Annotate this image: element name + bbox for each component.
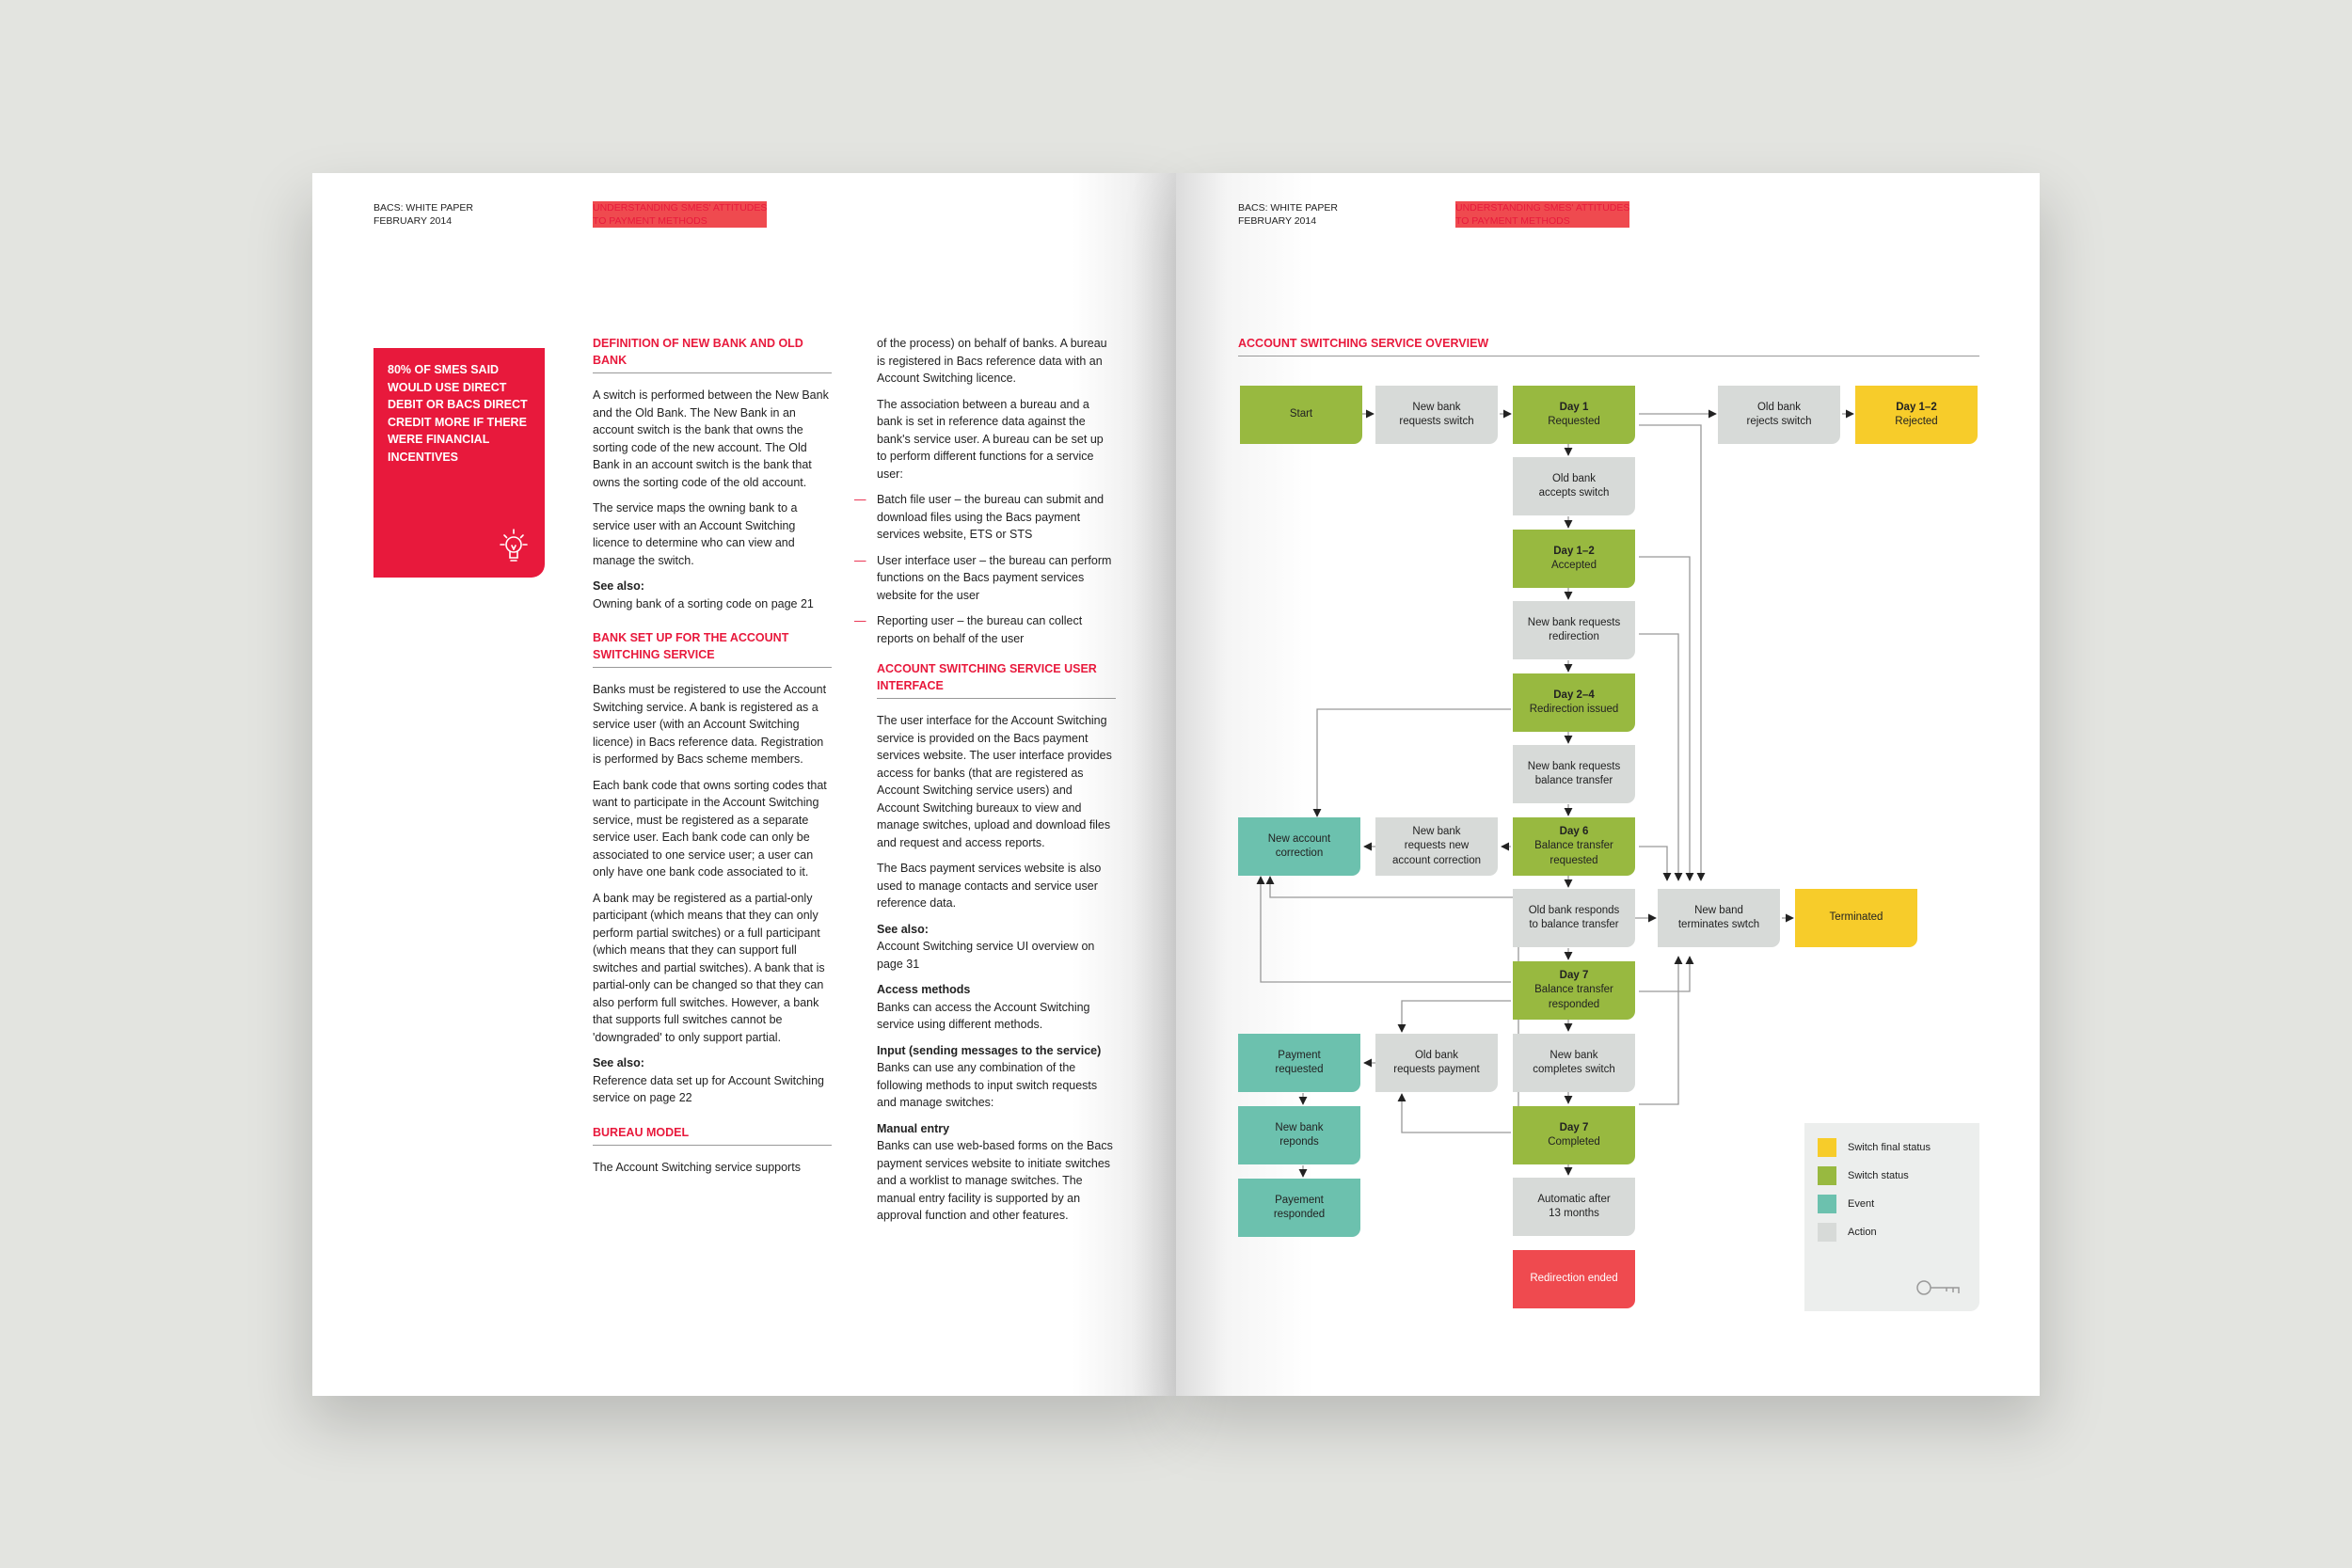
node-payment-requested: Payment requested: [1238, 1034, 1360, 1092]
text-column-1: [593, 335, 832, 1184]
paragraph: The Bacs payment services website is also used to manage contacts and service user reference data.: [877, 862, 1102, 910]
paragraph: A switch is performed between the New Bank and the Old Bank. The New Bank in an account switch is the bank that owns the sorting code of the new account. The Old Bank in an account switch is the bank that owns the sorting code of the old account.: [593, 388, 829, 489]
subheading-input: Input (sending messages to the service): [877, 1043, 1102, 1057]
node-payment-responded: Payement responded: [1238, 1179, 1360, 1237]
node-new-bank-requests-correction: New bank requests new account correction: [1375, 817, 1498, 876]
section-title-line1: UNDERSTANDING SMES' ATTITUDES: [593, 202, 768, 214]
connector-day1-term: [1639, 425, 1701, 880]
legend-item: Action: [1818, 1223, 1877, 1242]
list-item: — User interface user – the bureau can perform functions on the Bacs payment services website for the user: [877, 552, 1116, 605]
node-new-bank-requests-redirection: New bank requests redirection: [1513, 601, 1635, 659]
paragraph: Banks can use web-based forms on the Bacs payment services website to initiate switches and a worklist to manage switches. The manual entry facility is supported by an approval function and other features.: [877, 1139, 1113, 1222]
connector-day24-term: [1639, 634, 1678, 880]
heading-bureau-model: BUREAU MODEL: [593, 1124, 832, 1146]
lightbulb-icon: [496, 527, 532, 566]
callout-text: 80% OF SMES SAID WOULD USE DIRECT DEBIT OR BACS DIRECT CREDIT MORE IF THERE WERE FINANCIAL INCENTIVES: [388, 363, 528, 464]
see-also-label: See also:: [593, 579, 644, 593]
node-new-bank-requests-switch: New bank requests switch: [1375, 386, 1498, 444]
node-new-bank-terminates-switch: New band terminates swtch: [1658, 889, 1780, 947]
legend-swatch: [1818, 1223, 1836, 1242]
callout-box: [373, 348, 545, 578]
see-also-reference: Account Switching service UI overview on page 31: [877, 940, 1095, 971]
connector-day12-term: [1639, 557, 1690, 880]
diagram-legend: [1804, 1123, 1979, 1311]
connector-day7b-to-obpay: [1402, 1094, 1511, 1132]
heading-new-old-bank: DEFINITION OF NEW BANK AND OLD BANK: [593, 335, 832, 373]
node-day1-requested: Day 1 Requested: [1513, 386, 1635, 444]
subheading-manual-entry: Manual entry: [877, 1121, 950, 1135]
node-automatic-after-13-months: Automatic after 13 months: [1513, 1178, 1635, 1236]
paragraph: Banks can access the Account Switching service using different methods.: [877, 1000, 1090, 1031]
paragraph: The Account Switching service supports: [593, 1160, 801, 1174]
publication-title: BACS: WHITE PAPER: [1238, 202, 1338, 214]
legend-swatch: [1818, 1138, 1836, 1157]
section-title-line1: UNDERSTANDING SMES' ATTITUDES: [1455, 202, 1630, 214]
publication-date: FEBRUARY 2014: [373, 215, 453, 227]
legend-swatch: [1818, 1166, 1836, 1185]
node-day12-accepted: Day 1–2 Accepted: [1513, 530, 1635, 588]
node-new-bank-requests-balance-transfer: New bank requests balance transfer: [1513, 745, 1635, 803]
node-day24-redirection-issued: Day 2–4 Redirection issued: [1513, 673, 1635, 732]
subheading-access-methods: Access methods: [877, 983, 971, 996]
list-item: — Batch file user – the bureau can submit and download files using the Bacs payment services website, ETS or STS: [877, 491, 1116, 544]
node-day7-completed: Day 7 Completed: [1513, 1106, 1635, 1164]
node-day6-balance-transfer-requested: Day 6 Balance transfer requested: [1513, 817, 1635, 876]
key-icon: [1915, 1277, 1963, 1298]
legend-item: Switch status: [1818, 1166, 1909, 1185]
publication-date: FEBRUARY 2014: [1238, 215, 1317, 227]
running-header-left: [373, 201, 473, 228]
connector-day24-to-corr: [1317, 709, 1511, 816]
node-terminated: Terminated: [1795, 889, 1917, 947]
node-redirection-ended: Redirection ended: [1513, 1250, 1635, 1308]
paragraph: of the process) on behalf of banks. A bureau is registered in Bacs reference data with an Account Switching licence.: [877, 337, 1107, 385]
paragraph: The service maps the owning bank to a service user with an Account Switching licence to determine who can view and manage the switch.: [593, 501, 798, 567]
publication-title: BACS: WHITE PAPER: [373, 202, 473, 214]
heading-user-interface: ACCOUNT SWITCHING SERVICE USER INTERFACE: [877, 660, 1116, 699]
connector-day6-term: [1639, 847, 1667, 880]
connector-day7a-to-obpay: [1402, 1001, 1511, 1032]
legend-item: Switch final status: [1818, 1138, 1931, 1157]
node-new-account-correction: New account correction: [1238, 817, 1360, 876]
node-day12-rejected: Day 1–2 Rejected: [1855, 386, 1978, 444]
node-new-bank-completes-switch: New bank completes switch: [1513, 1034, 1635, 1092]
node-start: Start: [1240, 386, 1362, 444]
paragraph: Banks can use any combination of the following methods to input switch requests and manage switches:: [877, 1061, 1098, 1109]
paragraph: The user interface for the Account Switching service is provided on the Bacs payment services website. The user interface provides access for banks (that are registered as Account Switching service users) and Account Switching bureaux to view and manage switches, upload and download files and request and access reports.: [877, 714, 1112, 849]
see-also-reference: Owning bank of a sorting code on page 21: [593, 596, 814, 610]
node-old-bank-responds: Old bank responds to balance transfer: [1513, 889, 1635, 947]
diagram-title: ACCOUNT SWITCHING SERVICE OVERVIEW: [1238, 335, 1979, 356]
paragraph: A bank may be registered as a partial-only participant (which means that they can only perform partial switches) or a full participant (which means that they can support full switches and partial switches). A bank that is partial-only can be changed so that they can also perform full switches. However, a bank that supports full switches cannot be 'downgraded' to only support partial.: [593, 891, 825, 1044]
connector-day7a-term: [1639, 957, 1690, 991]
see-also-label: See also:: [593, 1056, 644, 1069]
legend-swatch: [1818, 1195, 1836, 1213]
paragraph: Each bank code that owns sorting codes that want to participate in the Account Switching service, must be registered as a separate service user. Each bank code can only be associated to one service user; a user can only have one bank code associated to it.: [593, 778, 827, 879]
node-old-bank-rejects-switch: Old bank rejects switch: [1718, 386, 1840, 444]
node-old-bank-accepts-switch: Old bank accepts switch: [1513, 457, 1635, 515]
text-column-2: [877, 335, 1116, 1233]
running-header-right: [593, 201, 767, 228]
paragraph: Banks must be registered to use the Account Switching service. A bank is registered as a service user (with an Account Switching licence) in Bacs reference data. Registration is performed by Bacs scheme members.: [593, 683, 827, 766]
left-page: [312, 173, 1176, 1396]
bureau-functions-list: [877, 491, 1116, 647]
section-title-line2: TO PAYMENT METHODS: [1455, 215, 1570, 227]
legend-item: Event: [1818, 1195, 1874, 1213]
see-also-reference: Reference data set up for Account Switching service on page 22: [593, 1073, 824, 1104]
connector-day7b-term: [1639, 957, 1678, 1104]
section-title-line2: TO PAYMENT METHODS: [593, 215, 707, 227]
see-also-label: See also:: [877, 922, 929, 936]
connector-day7a-to-corr: [1261, 877, 1511, 982]
right-page: [1176, 173, 2040, 1396]
node-new-bank-reponds: New bank reponds: [1238, 1106, 1360, 1164]
list-item: — Reporting user – the bureau can collect reports on behalf of the user: [877, 612, 1116, 647]
paragraph: The association between a bureau and a bank is set in reference data against the bank's service user. A bureau can be set up to perform different functions for a service user:: [877, 397, 1104, 481]
heading-bank-setup: BANK SET UP FOR THE ACCOUNT SWITCHING SERVICE: [593, 629, 832, 668]
node-old-bank-requests-payment: Old bank requests payment: [1375, 1034, 1498, 1092]
node-day7-balance-transfer-responded: Day 7 Balance transfer responded: [1513, 961, 1635, 1020]
